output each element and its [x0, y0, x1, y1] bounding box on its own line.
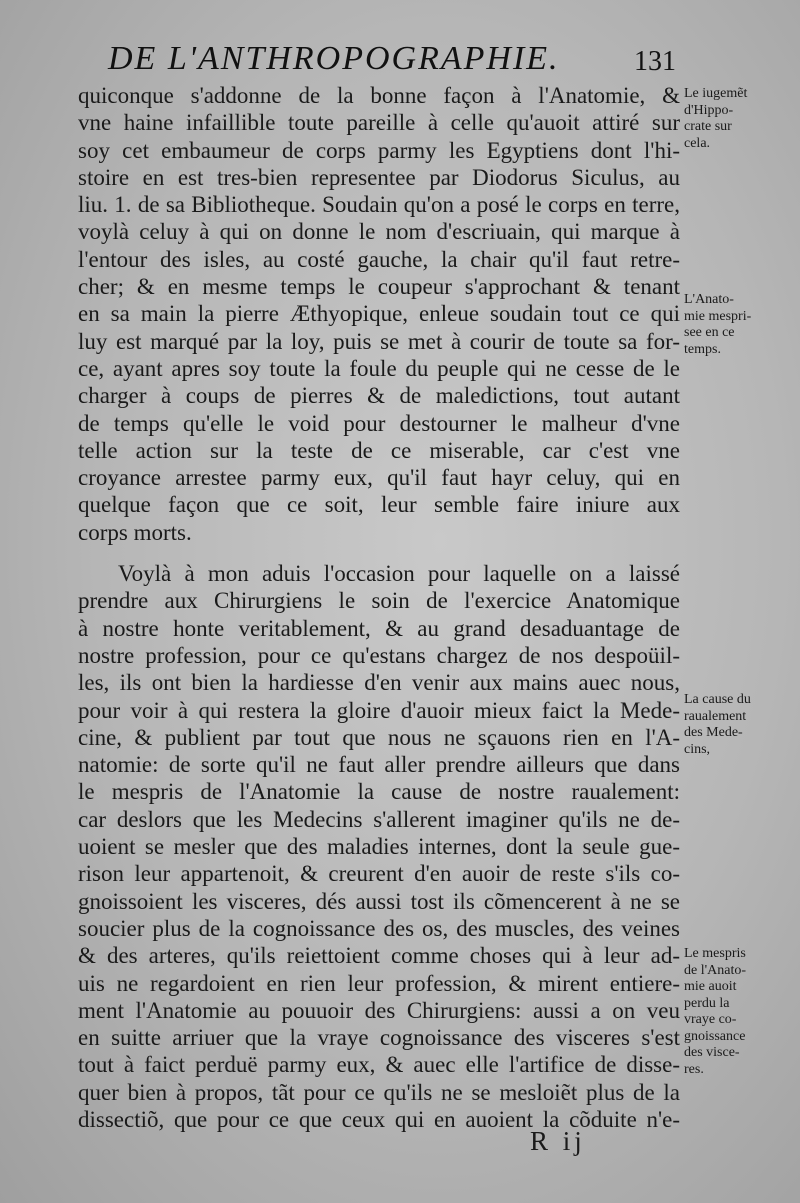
margin-note-line: vraye co-: [684, 1012, 737, 1027]
body-text: [78, 82, 680, 1133]
text-line: cher; & en mesme temps le coupeur s'approchant & tenant: [78, 274, 680, 300]
text-line: soucier plus de la cognoissance des os, des muscles, des veines: [78, 915, 680, 941]
text-line: quelque façon que ce soit, leur semble faire iniure aux: [78, 492, 680, 518]
text-line: l'entour des isles, au costé gauche, la chair qu'il faut retre-: [78, 246, 680, 272]
margin-note-line: res.: [684, 1061, 704, 1077]
margin-note-raualement: [684, 692, 800, 758]
margin-note-line: cela.: [684, 135, 711, 151]
text-line: corps morts.: [78, 519, 192, 545]
paragraph-1: [78, 82, 680, 546]
text-line: quer bien à propos, tãt pour ce qu'ils ne se mesloiẽt plus de la: [78, 1079, 680, 1105]
text-line: Voylà à mon aduis l'occasion pour laquelle on a laissé: [118, 561, 680, 587]
margin-note-mespris: [684, 946, 800, 1078]
margin-note-line: L'Anato-: [684, 292, 734, 307]
margin-note-line: perdu la: [684, 995, 730, 1011]
margin-note-line: Le iugemẽt: [684, 86, 748, 101]
running-head: DE L'ANTHROPOGRAPHIE.: [108, 40, 560, 77]
text-line: uis ne regardoient en rien leur profession, & mirent entiere-: [78, 970, 680, 996]
text-line: tout à faict perduë parmy eux, & auec elle l'artifice de disse-: [78, 1052, 680, 1078]
paragraph-2: [78, 560, 680, 1133]
text-line: gnoissoient les visceres, dés aussi tost ils cõmencerent à ne se: [78, 888, 680, 914]
margin-note-line: cins,: [684, 741, 711, 757]
text-line: prendre aux Chirurgiens le soin de l'exercice Anatomique: [78, 588, 680, 614]
margin-note-line: des Mede-: [684, 725, 743, 740]
text-line: uoient se mesler que des maladies internes, dont la seule gue-: [78, 834, 680, 860]
margin-note-line: La cause du: [684, 692, 751, 707]
text-line: ce, ayant apres soy toute la foule du peuple qui ne cesse de le: [78, 355, 680, 381]
text-line: dissectiõ, que pour ce que ceux qui en auoient la cõduite n'e-: [78, 1106, 680, 1132]
margin-note-line: mie auoit: [684, 979, 737, 994]
text-line: pour voir à qui restera la gloire d'auoir mieux faict la Mede-: [78, 697, 680, 723]
text-line: luy est marqué par la loy, puis se met à courir de toute sa for-: [78, 328, 680, 354]
signature-mark: R ij: [530, 1126, 586, 1156]
margin-note-line: des visce-: [684, 1045, 740, 1060]
margin-note-line: de l'Anato-: [684, 962, 747, 978]
text-line: natomie: de sorte qu'il ne faut aller prendre ailleurs que dans: [78, 752, 680, 778]
margin-note-line: see en ce: [684, 325, 735, 340]
margin-note-line: gnoissance: [684, 1028, 746, 1044]
margin-note-line: mie mespri-: [684, 308, 752, 324]
margin-note-line: raualement: [684, 708, 747, 724]
text-line: rison leur appartenoit, & creurent d'en auoir de reste s'ils co-: [78, 861, 680, 887]
text-line: croyance arrestee parmy eux, qu'il faut hayr celuy, qui en: [78, 465, 680, 491]
text-line: en suitte arriuer que la vraye cognoissance des visceres s'est: [78, 1025, 680, 1051]
text-line: cine, & publient par tout que nous ne sçauons rien en l'A-: [78, 724, 680, 750]
text-line: telle action sur la teste de ce miserable, car c'est vne: [78, 437, 680, 463]
margin-note-line: Le mespris: [684, 946, 746, 961]
margin-note-anatomie-mesprisee: [684, 292, 800, 358]
margin-note-hippocrate: [684, 86, 800, 152]
text-line: soy cet embaumeur de corps parmy les Egyptiens dont l'hi-: [78, 137, 680, 163]
text-line: quiconque s'addonne de la bonne façon à l'Anatomie, &: [78, 83, 680, 108]
text-line: liu. 1. de sa Bibliotheque. Soudain qu'on a posé le corps en terre,: [78, 192, 680, 218]
text-line: vne haine infaillible toute pareille à celle qu'auoit attiré sur: [78, 110, 680, 136]
text-line: charger à coups de pierres & de maledictions, tout autant: [78, 383, 680, 409]
text-line: ment l'Anatomie au pouuoir des Chirurgiens: aussi a on veu: [78, 997, 680, 1023]
text-line: de temps qu'elle le void pour destourner le malheur d'vne: [78, 410, 680, 436]
text-line: le mespris de l'Anatomie la cause de nostre raualement:: [78, 779, 680, 805]
text-line: & des arteres, qu'ils reiettoient comme choses qui à leur ad-: [78, 943, 680, 969]
text-line: voylà celuy à qui on donne le nom d'escriuain, qui marque à: [78, 219, 680, 245]
text-line: nostre profession, pour ce qu'estans chargez de nos despoüil-: [78, 642, 680, 668]
margin-note-line: crate sur: [684, 119, 732, 134]
text-line: à nostre honte veritablement, & au grand desaduantage de: [78, 615, 680, 641]
text-line: les, ils ont bien la hardiesse d'en venir aux mains auec nous,: [78, 670, 680, 696]
page-number: 131: [634, 46, 676, 77]
text-line: car deslors que les Medecins s'allerent imaginer qu'ils ne de-: [78, 806, 680, 832]
text-line: stoire en est tres-bien representee par Diodorus Siculus, au: [78, 164, 680, 190]
margin-note-line: temps.: [684, 341, 721, 357]
text-line: en sa main la pierre Æthyopique, enleue soudain tout ce qui: [78, 301, 680, 327]
margin-note-line: d'Hippo-: [684, 102, 734, 118]
